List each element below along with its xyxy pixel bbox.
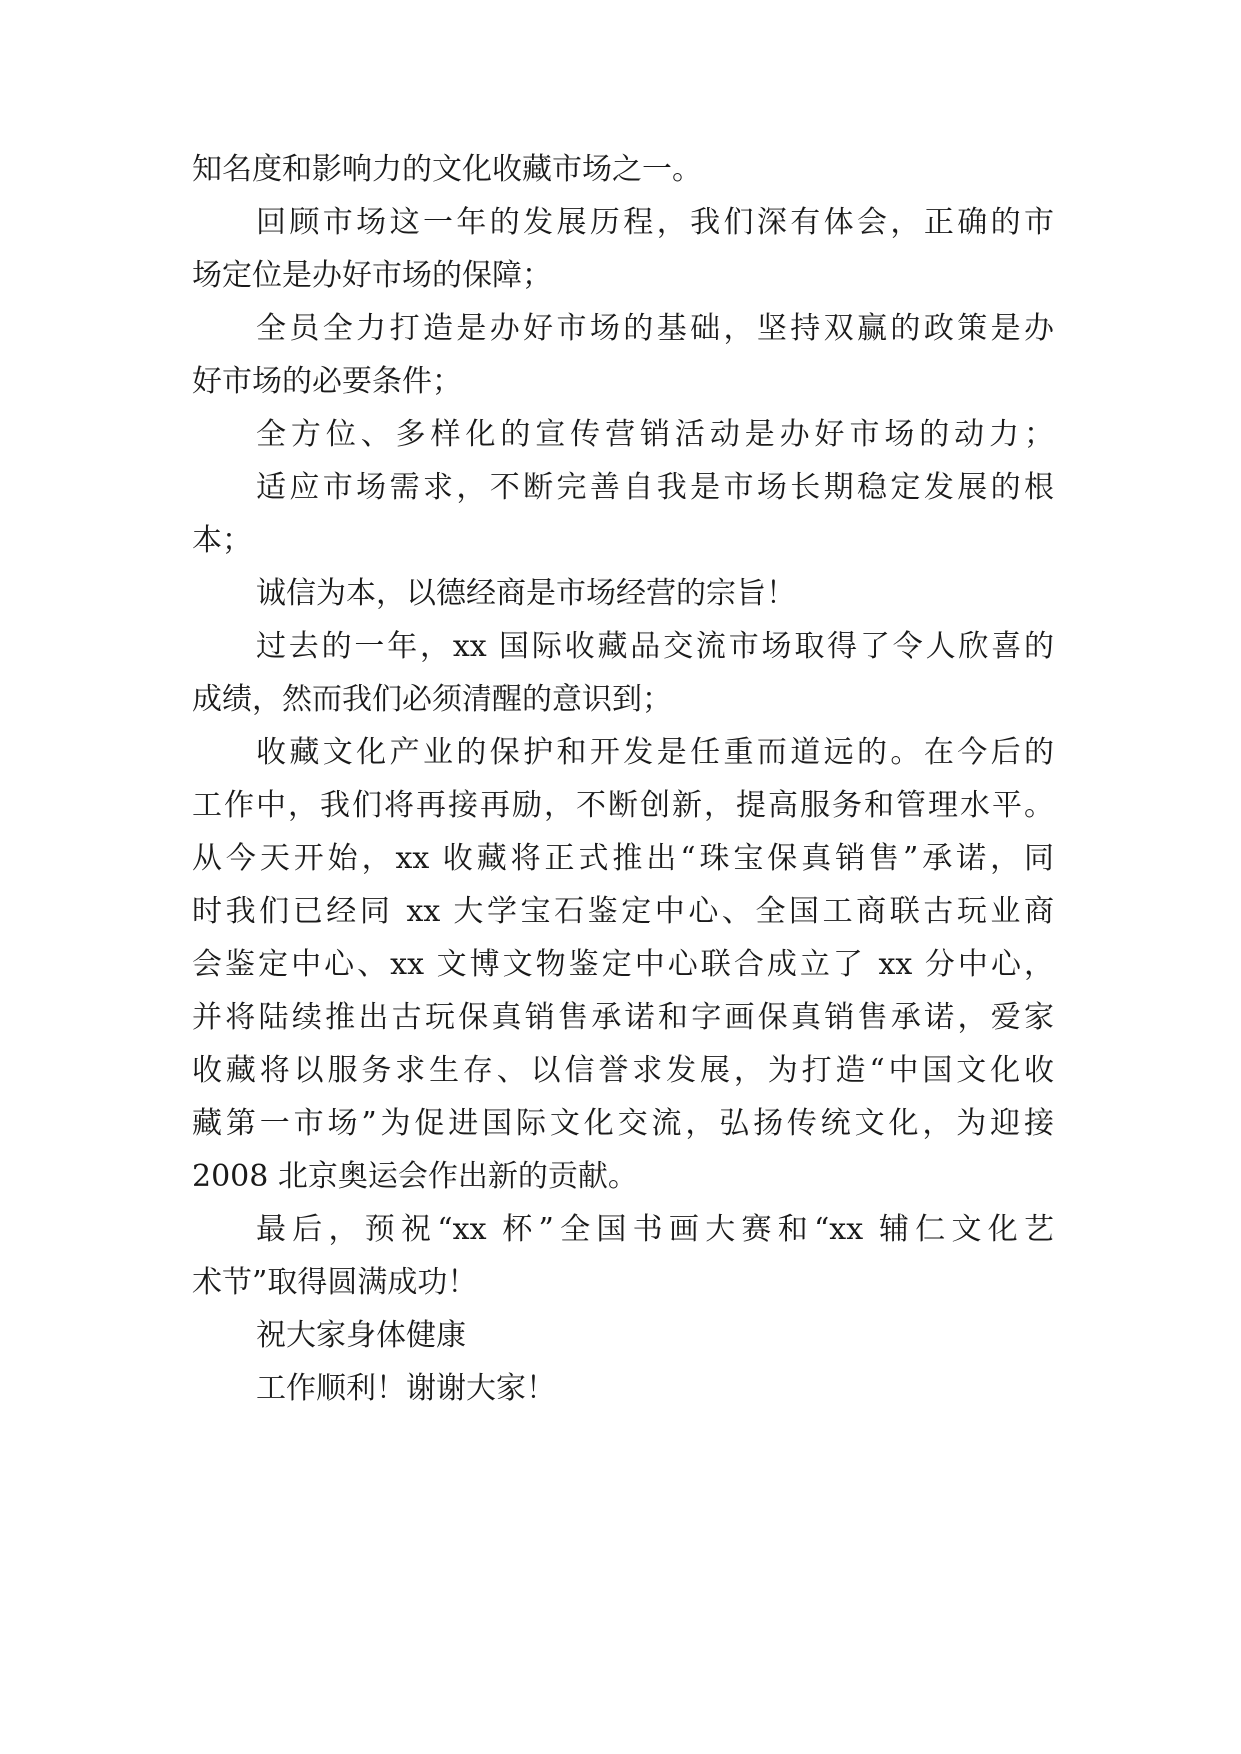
paragraph-line: 术节”取得圆满成功！ [192,1265,478,1300]
paragraph-line: 收藏将以服务求生存、以信誉求发展，为打造“中国文化收 [192,1053,1054,1088]
paragraph-line: 2008 北京奥运会作出新的贡献。 [192,1159,638,1194]
paragraph-line: 适应市场需求，不断完善自我是市场长期稳定发展的根 [256,470,1054,505]
paragraph-line: 好市场的必要条件； [192,364,462,399]
paragraph-line: 知名度和影响力的文化收藏市场之一。 [192,152,702,187]
paragraph-line: 成绩，然而我们必须清醒的意识到； [192,682,672,717]
paragraph-line: 并将陆续推出古玩保真销售承诺和字画保真销售承诺，爱家 [192,1000,1054,1035]
paragraph-line: 祝大家身体健康 [256,1318,466,1353]
paragraph-line: 工作中，我们将再接再励，不断创新，提高服务和管理水平。 [192,788,1054,823]
paragraph-line: 最后，预祝“xx 杯”全国书画大赛和“xx 辅仁文化艺 [256,1212,1054,1247]
paragraph-line: 时我们已经同 xx 大学宝石鉴定中心、全国工商联古玩业商 [192,894,1054,929]
paragraph-line: 藏第一市场”为促进国际文化交流，弘扬传统文化，为迎接 [192,1106,1054,1141]
paragraph-line: 从今天开始，xx 收藏将正式推出“珠宝保真销售”承诺，同 [192,841,1054,876]
paragraph-line: 全方位、多样化的宣传营销活动是办好市场的动力； [256,417,1054,452]
paragraph-line: 会鉴定中心、xx 文博文物鉴定中心联合成立了 xx 分中心， [192,947,1054,982]
paragraph-line: 诚信为本，以德经商是市场经营的宗旨！ [256,576,796,611]
paragraph-line: 场定位是办好市场的保障； [192,258,552,293]
paragraph-line: 过去的一年，xx 国际收藏品交流市场取得了令人欣喜的 [256,629,1054,664]
paragraph-line: 全员全力打造是办好市场的基础，坚持双赢的政策是办 [256,311,1054,346]
paragraph-line: 工作顺利！谢谢大家！ [256,1371,556,1406]
paragraph-line: 回顾市场这一年的发展历程，我们深有体会，正确的市 [256,205,1054,240]
paragraph-line: 本； [192,523,252,558]
paragraph-line: 收藏文化产业的保护和开发是任重而道远的。在今后的 [256,735,1054,770]
